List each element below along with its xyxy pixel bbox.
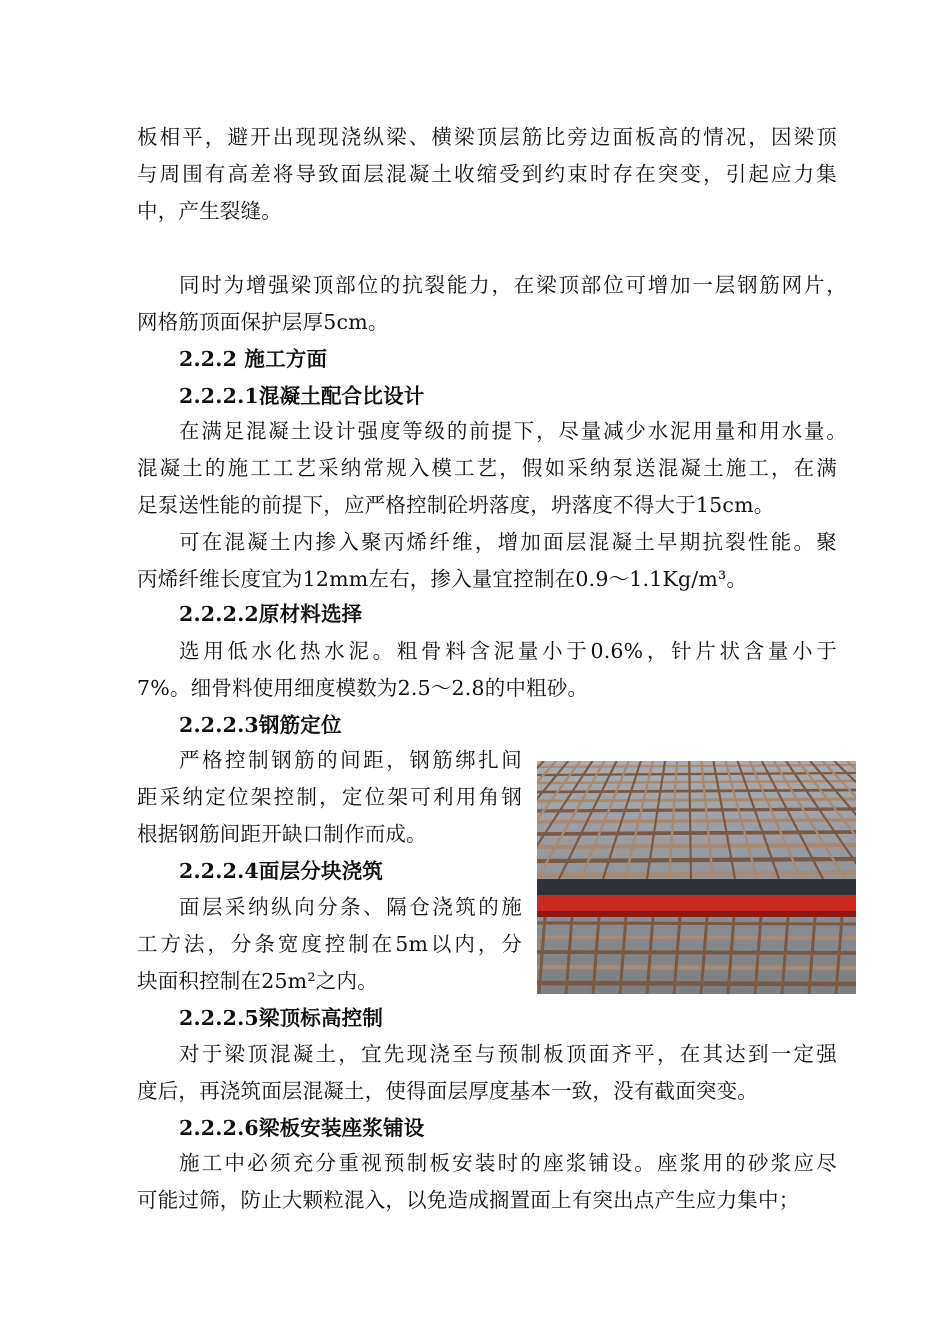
paragraph-line: 在满足混凝土设计强度等级的前提下，尽量减少水泥用量和用水量。: [179, 419, 847, 443]
rebar-bar: [537, 983, 856, 984]
paragraph-line: 度后，再浇筑面层混凝土，使得面层厚度基本一致，没有截面突变。: [137, 1079, 758, 1103]
section-heading-2221: 2.2.2.1混凝土配合比设计: [179, 384, 425, 408]
rebar-bar: [537, 859, 856, 861]
paragraph-line: 面层采纳纵向分条、隔仓浇筑的施: [179, 895, 522, 919]
rebar-bar: [537, 799, 856, 801]
paragraph-line: 选用低水化热水泥。粗骨料含泥量小于0.6%，针片状含量小于: [179, 639, 837, 663]
rebar-mesh-icon: [537, 761, 856, 994]
paragraph-line: 足泵送性能的前提下，应严格控制砼坍落度，坍落度不得大于15cm。: [137, 493, 775, 517]
paragraph-line: 中，产生裂缝。: [137, 199, 282, 223]
paragraph-line: 施工中必须充分重视预制板安装时的座浆铺设。座浆用的砂浆应尽: [179, 1151, 837, 1175]
rebar-bar: [537, 967, 856, 968]
paragraph-line: 块面积控制在25m²之内。: [137, 969, 378, 993]
rebar-bar: [537, 809, 856, 811]
paragraph-line: 同时为增强梁顶部位的抗裂能力，在梁顶部位可增加一层钢筋网片，: [179, 273, 847, 297]
section-heading-2225: 2.2.2.5梁顶标高控制: [179, 1006, 384, 1030]
section-heading-2223: 2.2.2.3钢筋定位: [179, 713, 342, 737]
paragraph-line: 对于梁顶混凝土，宜先现浇至与预制板顶面齐平，在其达到一定强: [179, 1042, 837, 1066]
rebar-bar: [537, 923, 856, 924]
paragraph-line: 距采纳定位架控制，定位架可利用角钢: [137, 785, 522, 809]
paragraph-line: 混凝土的施工工艺采纳常规入模工艺，假如采纳泵送混凝土施工，在满: [137, 456, 837, 480]
paragraph-line: 严格控制钢筋的间距，钢筋绑扎间: [179, 748, 522, 772]
rebar-bar: [537, 820, 856, 822]
paragraph-line: 可能过筛，防止大颗粒混入，以免造成搁置面上有突出点产生应力集中；: [137, 1188, 800, 1212]
rebar-bar: [537, 845, 856, 847]
paragraph-line: 工方法，分条宽度控制在5m以内，分: [137, 932, 522, 956]
paragraph-line: 7%。细骨料使用细度模数为2.5～2.8的中粗砂。: [137, 676, 589, 700]
section-heading-2222: 2.2.2.2原材料选择: [179, 602, 363, 626]
paragraph-line: 板相平，避开出现现浇纵梁、横梁顶层筋比旁边面板高的情况，因梁顶: [137, 125, 837, 149]
formwork-shadow: [537, 911, 856, 917]
rebar-bar: [537, 832, 856, 834]
rebar-bar: [537, 873, 856, 875]
rebar-mesh-photo: [537, 761, 856, 994]
section-heading-2224: 2.2.2.4面层分块浇筑: [179, 859, 384, 883]
paragraph-line: 与周围有高差将导致面层混凝土收缩受到约束时存在突变，引起应力集: [137, 162, 837, 186]
paragraph-line: 根据钢筋间距开缺口制作而成。: [137, 822, 427, 846]
paragraph-line: 网格筋顶面保护层厚5cm。: [137, 310, 389, 334]
rebar-bar: [537, 952, 856, 953]
section-heading-2226: 2.2.2.6梁板安装座浆铺设: [179, 1116, 425, 1140]
section-heading-222: 2.2.2 施工方面: [179, 347, 328, 371]
rebar-bar: [537, 937, 856, 938]
paragraph-line: 可在混凝土内掺入聚丙烯纤维，增加面层混凝土早期抗裂性能。聚: [179, 530, 837, 554]
paragraph-line: 丙烯纤维长度宜为12mm左右，掺入量宜控制在0.9～1.1Kg/m³。: [137, 567, 748, 591]
